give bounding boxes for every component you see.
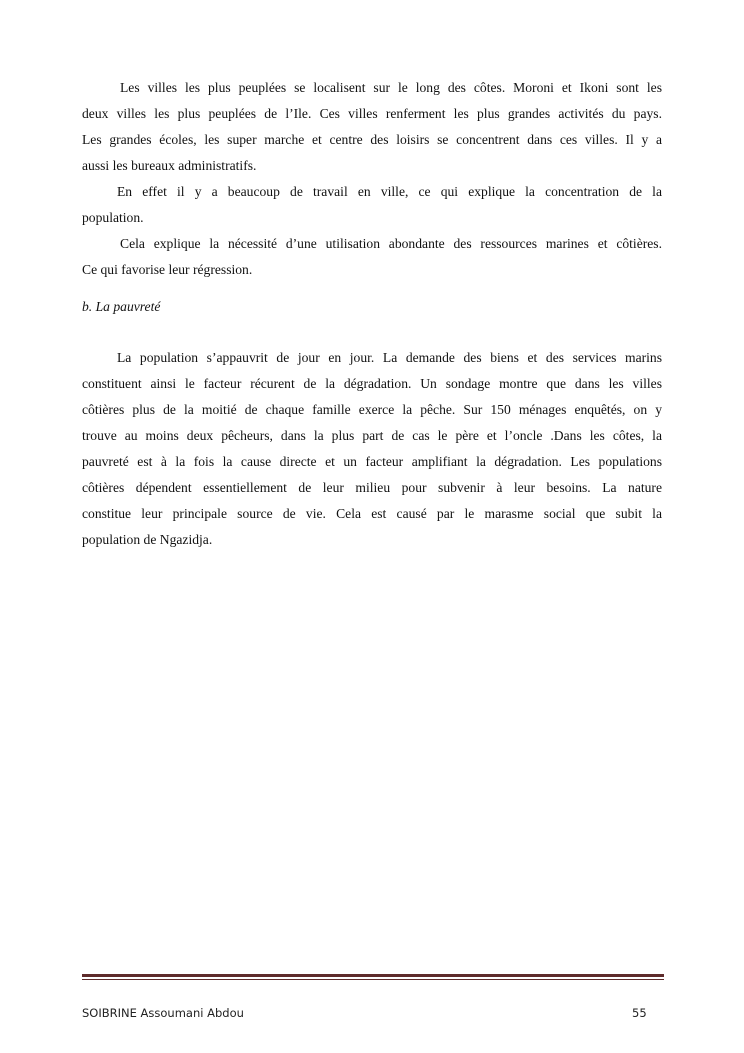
footer-rule-thin — [82, 979, 664, 980]
text-line: pauvreté est à la fois la cause directe et un facteur amplifiant la dégradation. Les populations — [82, 454, 662, 469]
body-text-section-2 — [82, 345, 662, 553]
text-line: population de Ngazidja. — [82, 532, 213, 547]
page-number: 55 — [632, 1006, 647, 1020]
text-line: constituent ainsi le facteur récurent de la dégradation. Un sondage montre que dans les villes — [82, 376, 662, 391]
text-line: Les villes les plus peuplées se localisent sur le long des côtes. Moroni et Ikoni sont les — [120, 80, 662, 95]
text-line: En effet il y a beaucoup de travail en ville, ce qui explique la concentration de la — [117, 184, 662, 199]
footer-author: SOIBRINE Assoumani Abdou — [82, 1006, 244, 1020]
text-line: trouve au moins deux pêcheurs, dans la plus part de cas le père et l’oncle .Dans les côtes, la — [82, 428, 662, 443]
body-text-section-1 — [82, 75, 662, 283]
text-line: La population s’appauvrit de jour en jour. La demande des biens et des services marins — [117, 350, 662, 365]
text-line: aussi les bureaux administratifs. — [82, 158, 257, 173]
text-line: côtières dépendent essentiellement de leur milieu pour subvenir à leur besoins. La nature — [82, 480, 662, 495]
text-line: Cela explique la nécessité d’une utilisation abondante des ressources marines et côtières. — [120, 236, 662, 251]
text-line: côtières plus de la moitié de chaque famille exerce la pêche. Sur 150 ménages enquêtés, on y — [82, 402, 662, 417]
section-heading: b. La pauvreté — [82, 299, 161, 314]
text-line: deux villes les plus peuplées de l’Ile. Ces villes renferment les plus grandes activités du pays. — [82, 106, 662, 121]
text-line: Ce qui favorise leur régression. — [82, 262, 253, 277]
text-line: Les grandes écoles, les super marche et centre des loisirs se concentrent dans ces villes. Il y a — [82, 132, 662, 147]
footer-rule-thick — [82, 974, 664, 977]
text-line: population. — [82, 210, 144, 225]
text-line: constitue leur principale source de vie. Cela est causé par le marasme social que subit la — [82, 506, 662, 521]
